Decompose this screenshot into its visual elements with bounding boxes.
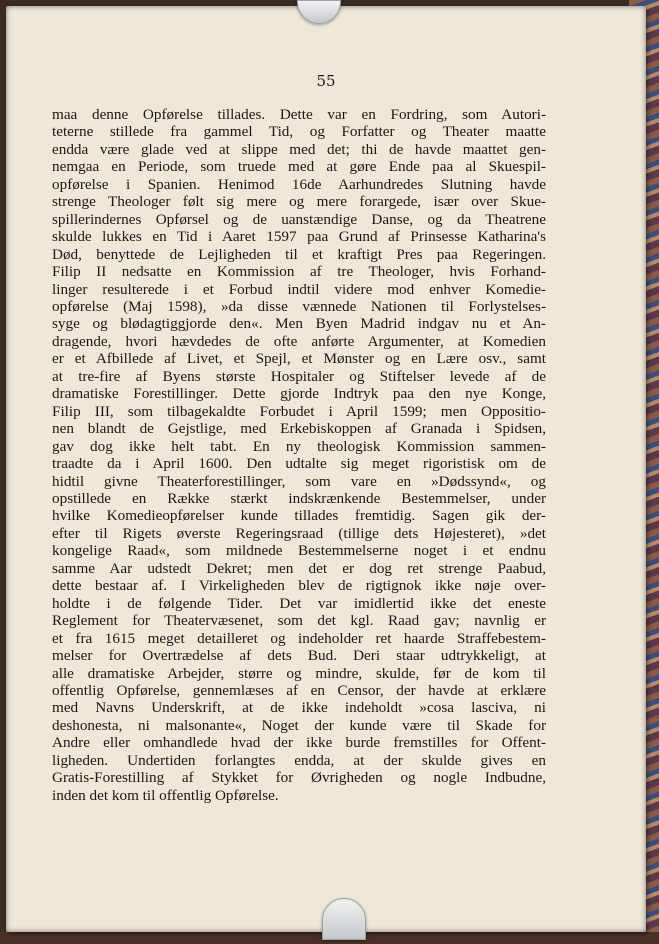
text-line: Filip III, som tilbagekaldte Forbudet i April 1599; men Oppositio- (52, 402, 546, 420)
text-line: hidtil givne Theaterforestillinger, som vare en »Dødssynd«, og (52, 472, 546, 490)
text-line: samme Aar udstedt Dekret; men det er dog ret strenge Paabud, (52, 559, 546, 577)
text-line: opførelse (Maj 1598), »da disse vænnede Nationen til Forlystelses- (52, 297, 546, 315)
text-line: dette bestaar af. I Virkeligheden blev de rigtignok ikke nøje over- (52, 577, 546, 595)
text-line: gav dog ikke helt tabt. En ny theologisk Kommission sammen- (52, 437, 546, 455)
text-line: er et Afbillede af Livet, et Spejl, et Mønster og en Lære osv., samt (52, 350, 546, 368)
page-clip-bottom (322, 898, 366, 940)
text-line: Gratis-Forestilling af Stykket for Øvrigheden og nogle Indbudne, (52, 769, 546, 787)
text-line: opførelse i Spanien. Henimod 16de Aarhundredes Slutning havde (52, 175, 546, 193)
text-line: spillerindernes Opførsel og de uanstændige Danse, og da Theatrene (52, 210, 546, 228)
text-line: teterne stillede fra gammel Tid, og Forfatter og Theater maatte (52, 123, 546, 141)
text-line: Filip II nedsatte en Kommission af tre Theologer, hvis Forhand- (52, 263, 546, 281)
text-line: Andre eller omhandlede hvad der ikke burde fremstilles for Offent- (52, 734, 546, 752)
text-line: skulde lukkes en Tid i Aaret 1597 paa Grund af Prinsesse Katharina's (52, 228, 546, 246)
text-line: maa denne Opførelse tillades. Dette var en Fordring, som Autori- (52, 106, 546, 123)
text-line: syge og blødagtiggjorde den«. Men Byen Madrid indgav nu et An- (52, 315, 546, 333)
text-line: dragende, hvori hævdedes de ofte anførte Argumenter, at Komedien (52, 332, 546, 350)
text-line: et fra 1615 meget detailleret og indeholder ret haarde Straffebestem- (52, 629, 546, 647)
text-line: deshonesta, ni malsonante«, Noget der kunde være til Skade for (52, 716, 546, 734)
text-line: Reglement for Theatervæsenet, som det kgl. Raad gav; navnlig er (52, 612, 546, 630)
text-line: nen blandt de Gejstlige, med Erkebiskoppen af Granada i Spidsen, (52, 420, 546, 438)
text-line: nemgaa en Periode, som truede med at gøre Ende paa al Skuespil- (52, 158, 546, 176)
text-line: med Navns Underskrift, at de ikke indeholdt »cosa lasciva, ni (52, 699, 546, 717)
text-line: strenge Theologer følt sig mere og mere forargede, især over Skue- (52, 193, 546, 211)
text-line: holdte i de følgende Tider. Det var imidlertid ikke det eneste (52, 594, 546, 612)
text-line: traadte da i April 1600. Den udtalte sig meget rigoristisk om de (52, 455, 546, 473)
body-text (52, 106, 546, 804)
text-line: at tre-fire af Byens største Hospitaler og Stiftelser levede af de (52, 367, 546, 385)
text-line: hvilke Komedieopførelser kunde tillades fremtidig. Sagen gik der- (52, 507, 546, 525)
text-line: opstillede en Række stærkt indskrænkende Bestemmelser, under (52, 489, 546, 507)
text-line: kongelige Raad«, som mildnede Bestemmelserne noget i et endnu (52, 542, 546, 560)
text-line: alle dramatiske Arbejder, større og mindre, skulde, før de kom til (52, 664, 546, 682)
text-line: melser for Overtrædelse af dets Bud. Deri staar udtrykkeligt, at (52, 647, 546, 665)
text-line: Død, benyttede de Lejligheden til et kraftigt Pres paa Regeringen. (52, 245, 546, 263)
book-page (6, 6, 646, 932)
text-line: linger resulterede i et Forbud indtil videre mod enhver Komedie- (52, 280, 546, 298)
text-line: offentlig Opførelse, gennemlæses af en Censor, der havde at erklære (52, 681, 546, 699)
page-number: 55 (316, 72, 336, 90)
text-line: inden det kom til offentlig Opførelse. (52, 786, 279, 804)
text-line: efter til Rigets øverste Regeringsraad (tillige dets Højesteret), »det (52, 524, 546, 542)
text-line: dramatiske Forestillinger. Dette gjorde Indtryk paa den nye Konge, (52, 385, 546, 403)
text-line: ligheden. Undertiden forlangtes endda, at der skulde gives en (52, 751, 546, 769)
text-line: endda være glade ved at slippe med det; thi de havde maattet gen- (52, 140, 546, 158)
